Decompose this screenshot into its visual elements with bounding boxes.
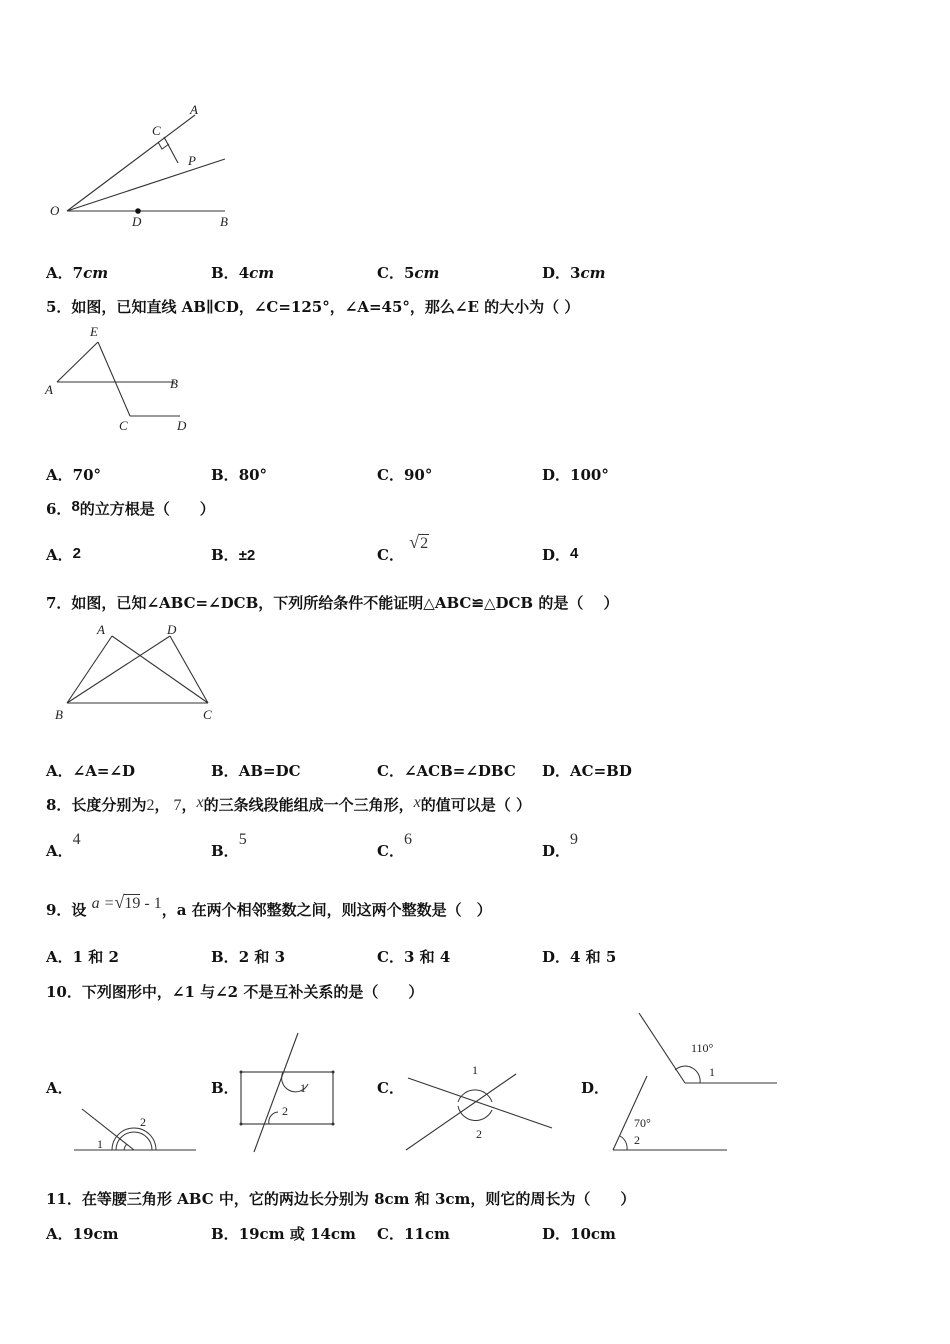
label-C: C bbox=[152, 123, 161, 138]
q7-option-a[interactable]: A．∠A=∠D bbox=[46, 762, 135, 780]
angle-1-label: 1 bbox=[709, 1065, 715, 1079]
q7-option-b[interactable]: B．AB=DC bbox=[211, 762, 301, 780]
q5-option-b[interactable]: B．80° bbox=[211, 466, 268, 484]
q11-option-a[interactable]: A．19cm bbox=[46, 1225, 119, 1243]
q5-option-c[interactable]: C．90° bbox=[377, 466, 433, 484]
label-70-degrees: 70° bbox=[634, 1116, 651, 1130]
figure-triangles bbox=[45, 618, 230, 728]
q9-option-c[interactable]: C．3 和 4 bbox=[377, 948, 451, 966]
label-D: D bbox=[177, 418, 187, 433]
angle-2-label: 2 bbox=[476, 1127, 482, 1141]
q9-formula: a =√19 - 1 bbox=[91, 892, 162, 912]
q5-text: 5．如图，已知直线 AB∥CD，∠C=125°，∠A=45°，那么∠E 的大小为（ ） bbox=[46, 298, 580, 316]
q5-option-a[interactable]: A．70° bbox=[46, 466, 102, 484]
q8-option-c[interactable]: C．6 bbox=[377, 831, 412, 860]
angle-2-label: 2 bbox=[634, 1133, 640, 1147]
figure-angle-bisector bbox=[40, 95, 250, 235]
label-E: E bbox=[90, 324, 98, 339]
q10-option-b[interactable]: B． bbox=[211, 1079, 239, 1097]
q10-option-c[interactable]: C． bbox=[377, 1079, 404, 1097]
label-A: A bbox=[45, 382, 53, 397]
q8-text: 8．长度分别为2， 7，x的三条线段能组成一个三角形，x的值可以是（ ） bbox=[46, 794, 531, 814]
label-D: D bbox=[132, 214, 142, 229]
q7-text: 7．如图，已知∠ABC=∠DCB，下列所给条件不能证明△ABC≌△DCB 的是（ ） bbox=[46, 594, 619, 612]
q8-option-b[interactable]: B．5 bbox=[211, 831, 247, 860]
angle-2-label: 2 bbox=[140, 1115, 146, 1129]
q9-text: 9．设 a =√19 - 1，a 在两个相邻整数之间，则这两个整数是（ ） bbox=[46, 892, 492, 919]
q6-option-a[interactable]: A．2 bbox=[46, 545, 81, 564]
label-P: P bbox=[188, 153, 196, 168]
q10-option-a[interactable]: A． bbox=[46, 1079, 73, 1097]
label-A: A bbox=[190, 102, 198, 117]
figure-parallel-lines bbox=[40, 320, 210, 440]
sqrt-2: √2 bbox=[409, 532, 429, 552]
q4-option-b[interactable]: B．4cm bbox=[211, 264, 275, 282]
angle-1-label: 1 bbox=[300, 1081, 306, 1095]
label-B: B bbox=[55, 707, 63, 722]
q6-option-b[interactable]: B．±2 bbox=[211, 546, 256, 564]
label-D: D bbox=[167, 622, 177, 637]
label-C: C bbox=[119, 418, 128, 433]
q9-option-b[interactable]: B．2 和 3 bbox=[211, 948, 286, 966]
q10-option-d[interactable]: D． bbox=[581, 1079, 610, 1097]
label-B: B bbox=[170, 376, 178, 391]
q11-option-c[interactable]: C．11cm bbox=[377, 1225, 450, 1243]
q11-option-b[interactable]: B．19cm 或 14cm bbox=[211, 1225, 356, 1243]
q7-option-c[interactable]: C．∠ACB=∠DBC bbox=[377, 762, 516, 780]
q8-option-d[interactable]: D．9 bbox=[542, 831, 579, 860]
q11-text: 11．在等腰三角形 ABC 中，它的两边长分别为 8cm 和 3cm，则它的周长为（ ） bbox=[46, 1190, 636, 1208]
q10-text: 10．下列图形中，∠1 与∠2 不是互补关系的是（ ） bbox=[46, 983, 424, 1001]
q11-option-d[interactable]: D．10cm bbox=[542, 1225, 616, 1243]
q10-figure-a bbox=[70, 1100, 205, 1158]
q4-option-c[interactable]: C．5cm bbox=[377, 264, 440, 282]
label-110-degrees: 110° bbox=[691, 1041, 714, 1055]
q7-option-d[interactable]: D．AC=BD bbox=[542, 762, 632, 780]
q4-option-a[interactable]: A．7cm bbox=[46, 264, 109, 282]
angle-1-label: 1 bbox=[97, 1137, 103, 1151]
label-O: O bbox=[50, 203, 60, 218]
q5-option-d[interactable]: D．100° bbox=[542, 466, 609, 484]
q6-option-c[interactable]: C． √2 bbox=[377, 532, 429, 564]
angle-2-label: 2 bbox=[282, 1104, 288, 1118]
q10-figure-d bbox=[605, 1008, 783, 1158]
q6-text: 6．8的立方根是（ ） bbox=[46, 498, 215, 518]
label-A: A bbox=[97, 622, 105, 637]
q10-figure-b bbox=[236, 1030, 341, 1155]
label-B: B bbox=[220, 214, 228, 229]
q9-option-a[interactable]: A．1 和 2 bbox=[46, 948, 119, 966]
angle-1-label: 1 bbox=[472, 1063, 478, 1077]
q6-option-d[interactable]: D．4 bbox=[542, 545, 579, 564]
q10-figure-c bbox=[400, 1058, 560, 1158]
q8-option-a[interactable]: A．4 bbox=[46, 831, 81, 860]
q9-option-d[interactable]: D．4 和 5 bbox=[542, 948, 617, 966]
q4-option-d[interactable]: D．3cm bbox=[542, 264, 606, 282]
label-C: C bbox=[203, 707, 212, 722]
